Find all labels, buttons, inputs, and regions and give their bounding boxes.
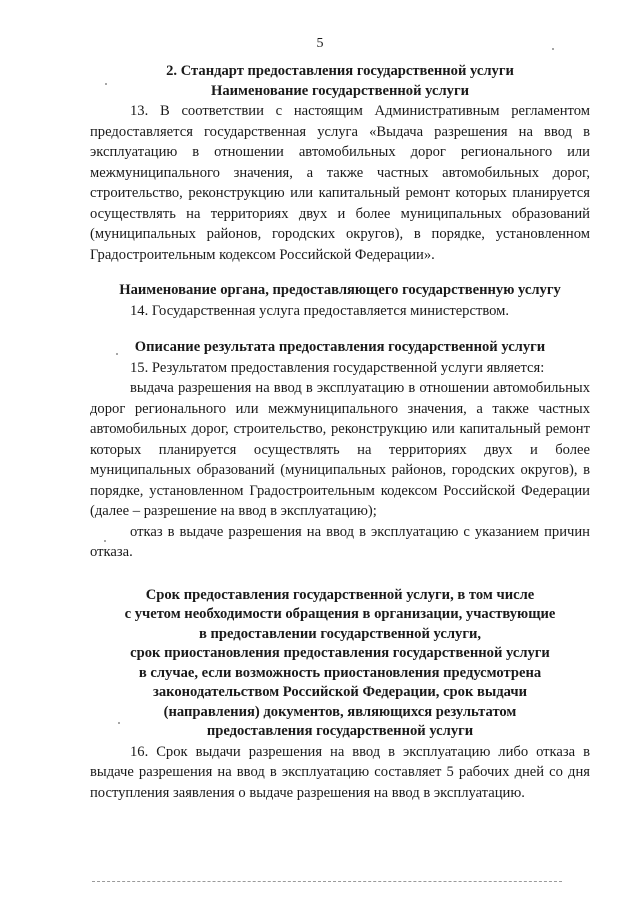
scan-artifact-dot: [118, 722, 120, 724]
section-heading-term: [90, 586, 590, 742]
scan-artifact-dot: [552, 48, 554, 50]
section-heading-result: Описание результата предоставления государственной услуги: [134, 339, 546, 355]
scan-artifact-dot: [104, 540, 106, 542]
heading-line: предоставления государственной услуги: [206, 723, 474, 739]
heading-line: в предоставлении государственной услуги,: [198, 625, 482, 642]
scan-artifact-dot: [105, 83, 107, 85]
page-number: 5: [316, 36, 324, 51]
document-body: [90, 62, 590, 803]
heading-line: (направления) документов, являющихся результатом: [163, 703, 517, 720]
section-heading-organ: Наименование органа, предоставляющего государственную услугу: [119, 282, 561, 298]
paragraph-15: 15. Результатом предоставления государственной услуги является:: [130, 359, 545, 376]
paragraph-15-item-refusal: отказ в выдаче разрешения на ввод в эксплуатацию с указанием причин отказа.: [90, 523, 590, 560]
heading-line: 2. Стандарт предоставления государственной услуги: [166, 63, 514, 79]
paragraph-13: 13. В соответствии с настоящим Административным регламентом предоставляется государственная услуга «Выдача разрешения на ввод в эксплуатацию в отношении автомобильных дорог регионального или межмуниципального значения, а также частных автомобильных дорог, строительство, реконструкцию или капитальный ремонт которых планируется осуществлять на территориях двух и более муниципальных образований (муниципальных районов, городских округов), в порядке, установленном Градостроительным кодексом Российской Федерации».: [90, 103, 590, 263]
paragraph-14: 14. Государственная услуга предоставляется министерством.: [130, 302, 510, 319]
scan-artifact-dot: [116, 353, 118, 355]
heading-line: Наименование государственной услуги: [211, 82, 469, 99]
heading-line: срок приостановления предоставления государственной услуги: [130, 645, 550, 661]
heading-line: законодательством Российской Федерации, срок выдачи: [152, 684, 528, 700]
paragraph-15-item-issue: выдача разрешения на ввод в эксплуатацию в отношении автомобильных дорог регионального или межмуниципального значения, а также частных автомобильных дорог, строительство, реконструкцию или капитальный ремонт которых планируется осуществлять на территориях двух и более муниципальных образований (муниципальных районов, городских округов), в порядке, установленном Градостроительным кодексом Российской Федерации (далее – разрешение на ввод в эксплуатацию);: [90, 380, 590, 519]
heading-line: в случае, если возможность приостановления предусмотрена: [138, 664, 542, 681]
scan-artifact-dotted-line: [92, 881, 562, 883]
heading-line: с учетом необходимости обращения в организации, участвующие: [124, 606, 556, 622]
section-heading-standard: [90, 62, 590, 101]
paragraph-16: 16. Срок выдачи разрешения на ввод в эксплуатацию либо отказа в выдаче разрешения на ввод в эксплуатацию составляет 5 рабочих дней со дня поступления заявления о выдаче разрешения на ввод в эксплуатацию.: [90, 743, 590, 801]
heading-line: Срок предоставления государственной услуги, в том числе: [145, 586, 535, 603]
